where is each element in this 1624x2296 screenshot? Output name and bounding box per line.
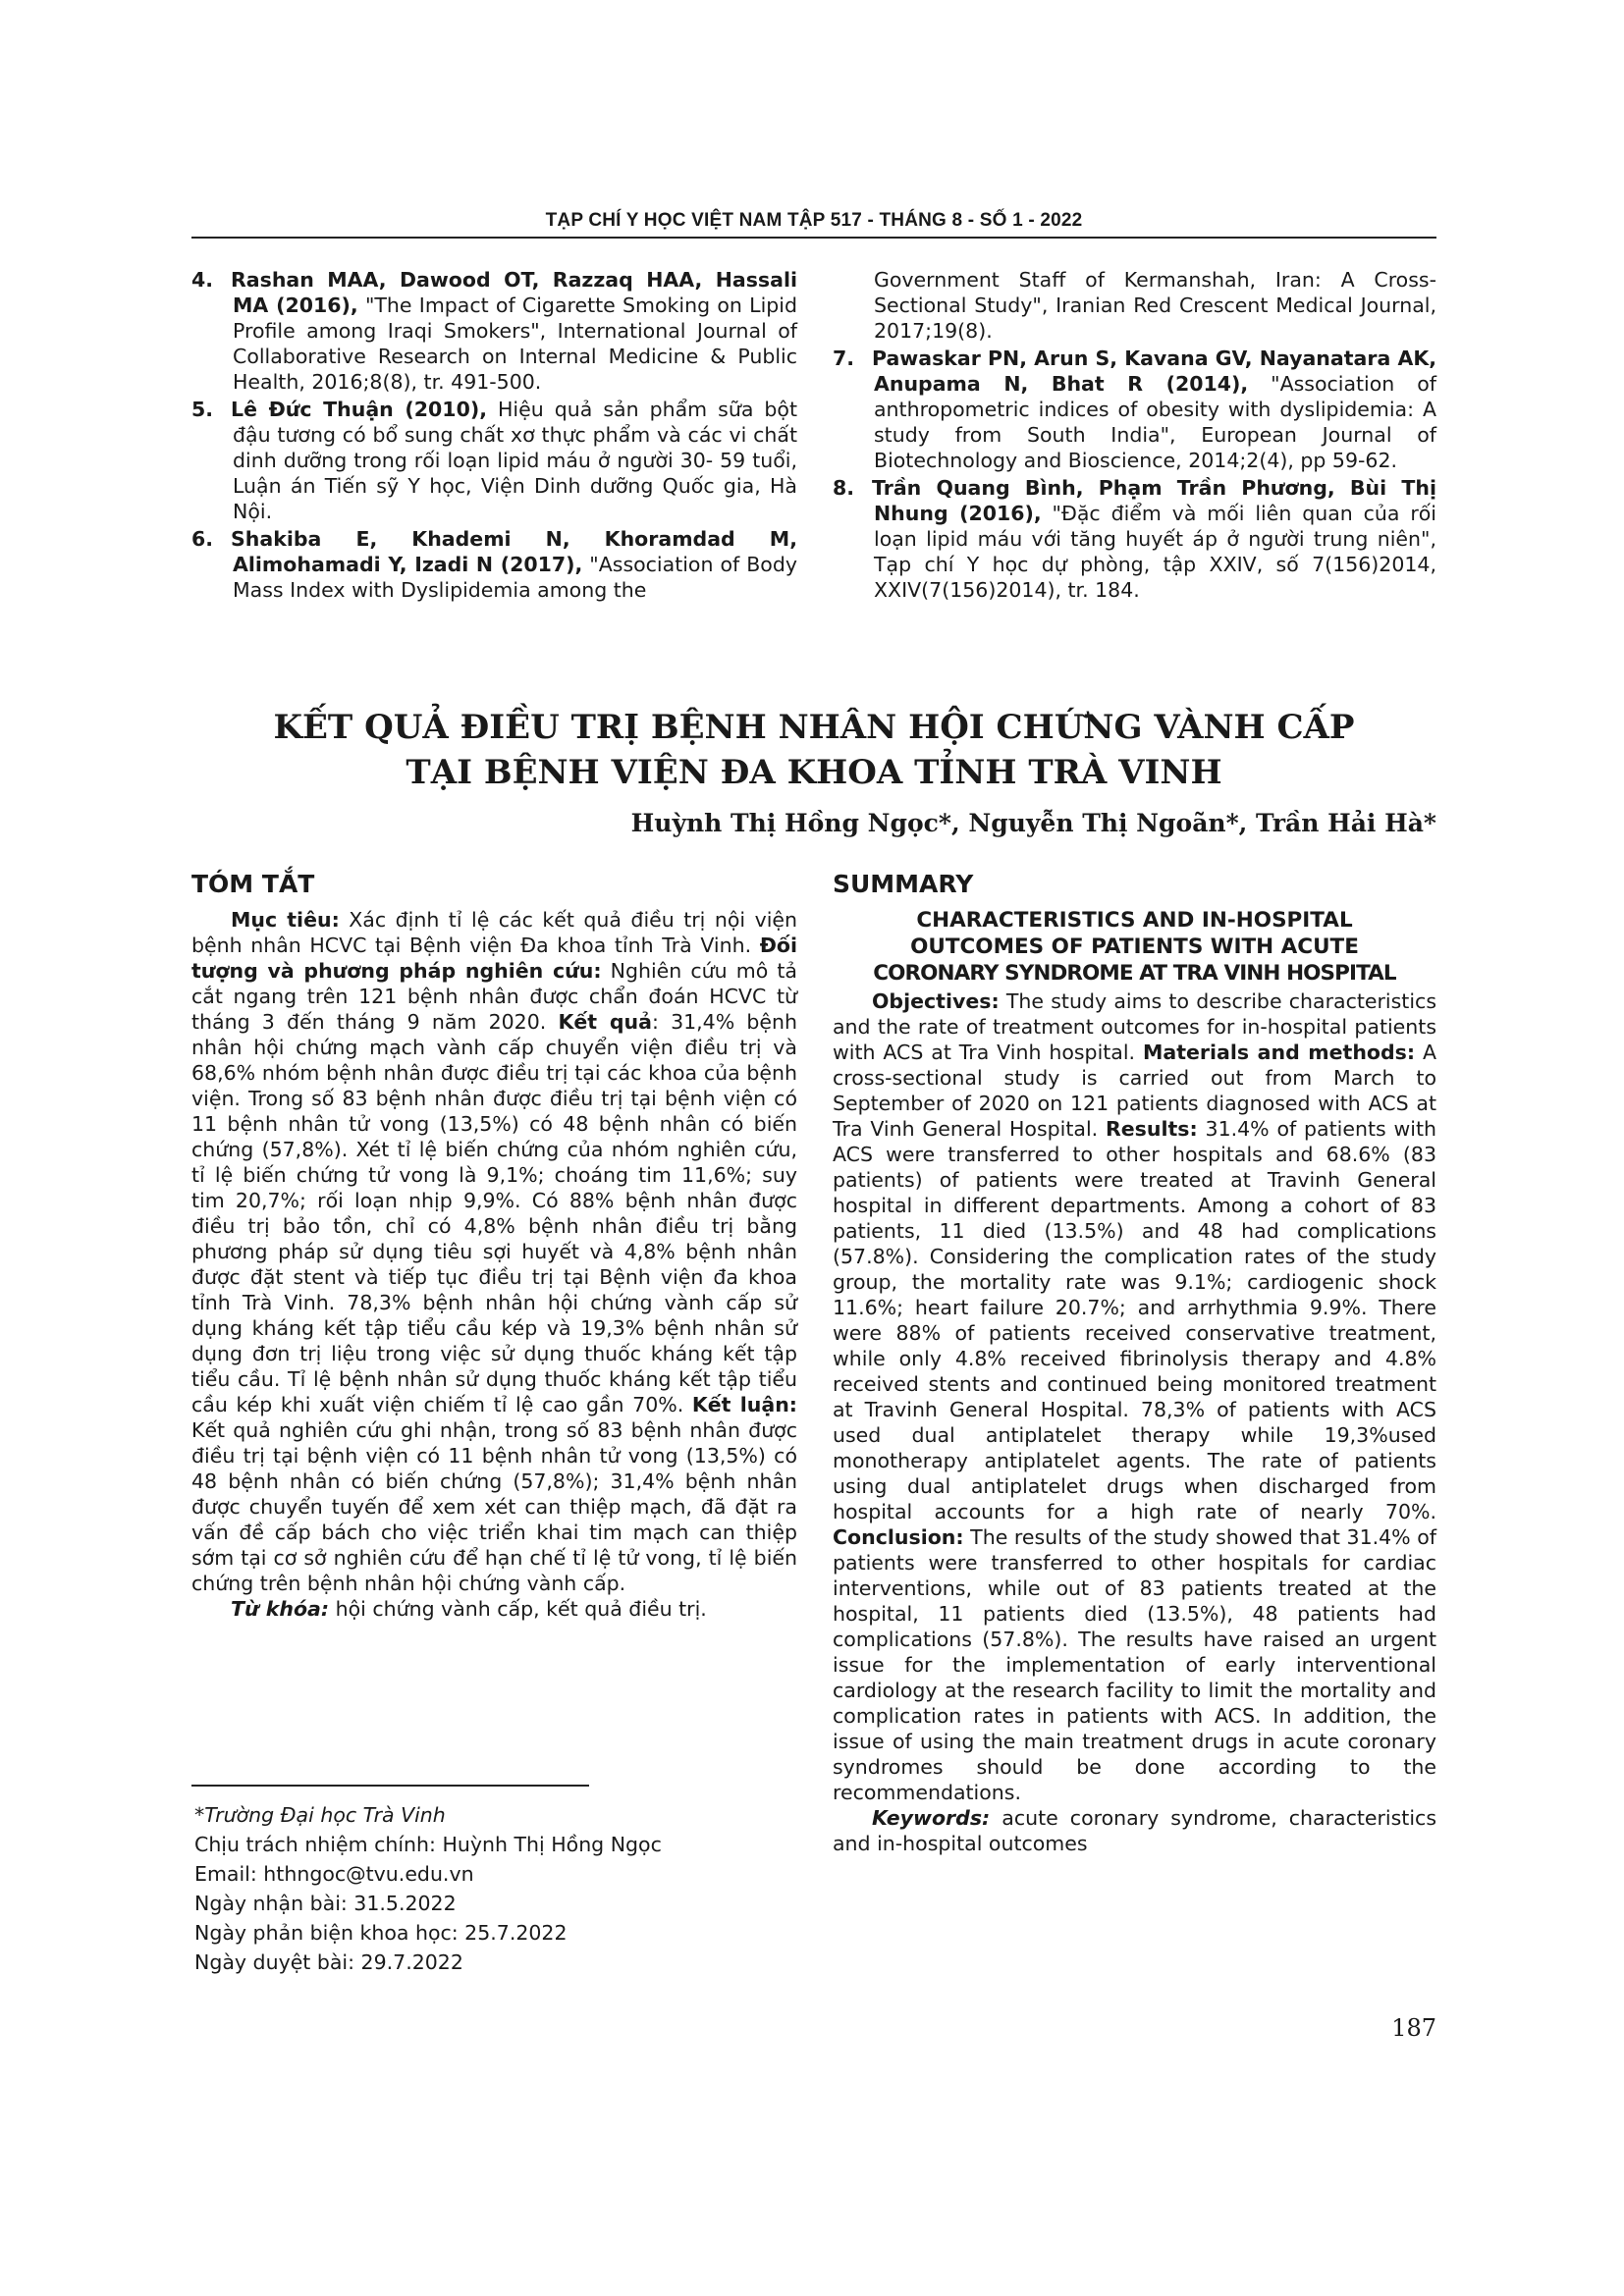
reference-number: 4. <box>191 268 214 292</box>
abstract-body <box>191 907 797 1596</box>
footnote-email: Email: hthngoc@tvu.edu.vn <box>194 1862 474 1886</box>
reference-number: 7. <box>833 347 855 370</box>
methods-text: A cross-sectional study is carried out from March to September of 2020 on 121 patients diagnosed with ACS at Tra Vinh General Hospital. <box>833 1041 1437 1141</box>
results-label: Results: <box>1105 1117 1198 1141</box>
reference-text: "Đặc điểm và mối liên quan của rối loạn lipid máu với tăng huyết áp ở người trung niên", Tạp chí Y học dự phòng, tập XXIV, số 7(156)2014, XXIV(7(156)2014), tr. 184. <box>874 502 1436 602</box>
header-rule <box>191 237 1436 239</box>
keywords-line <box>833 1805 1436 1856</box>
conclusion-text: Kết quả nghiên cứu ghi nhận, trong số 83 bệnh nhân được điều trị tại bệnh viện có 11 bệnh nhân tử vong (13,5%) có 48 bệnh nhân có biến chứng (57,8%); 31,4% bệnh nhân được chuyển tuyến để xem xét can thiệp mạch, đã đặt ra vấn đề cấp bách cho việc triển khai tim mạch can thiệp sớm tại cơ sở nghiên cứu để hạn chế tỉ lệ tử vong, tỉ lệ biến chứng trên bệnh nhân hội chứng vành cấp. <box>191 1418 797 1595</box>
reference-text: "The Impact of Cigarette Smoking on Lipid Profile among Iraqi Smokers", International Journal of Collaborative Research on Internal Medicine & Public Health, 2016;8(8), tr. 491-500. <box>233 294 797 394</box>
keywords-text: acute coronary syndrome, characteristics and in-hospital outcomes <box>833 1806 1436 1855</box>
reference-number: 6. <box>191 527 214 551</box>
reference-authors: Rashan MAA, Dawood OT, Razzaq HAA, Hassali MA (2016), <box>231 268 797 317</box>
footnotes <box>194 1800 803 1977</box>
page-number: 187 <box>1391 2014 1436 2042</box>
section-heading: SUMMARY <box>833 870 974 898</box>
reference-item <box>191 267 797 395</box>
reference-item <box>833 475 1436 603</box>
references-right-column <box>833 267 1436 605</box>
results-label: Kết quả <box>558 1010 652 1034</box>
footnote-rule <box>191 1785 589 1787</box>
results-text: 31.4% of patients with ACS were transferred to other hospitals and 68.6% (83 patients) of patients were treated at Travinh General hospital in different departments. Among a cohort of 83 patients, 11 died (13.5%) and 48 had complications (57.8%). Considering the complication rates of the study group, the mortality rate was 9.1%; cardiogenic shock 11.6%; heart failure 20.7%; and arrhythmia 9.9%. There were 88% of patients received conservative treatment, while only 4.8% received fibrinolysis therapy and 4.8% received stents and continued being monitored treatment at Travinh General Hospital. 78,3% of patients with ACS used dual antiplatelet therapy while 19,3%used monotherapy antiplatelet agents. The rate of patients using dual antiplatelet drugs when discharged from hospital accounts for a high rate of nearly 70%. <box>833 1117 1436 1523</box>
conclusion-label: Kết luận: <box>691 1393 797 1416</box>
reference-item <box>833 346 1436 473</box>
keywords-label: Từ khóa: <box>231 1597 330 1621</box>
keywords-line <box>191 1596 797 1622</box>
english-title <box>833 907 1436 987</box>
methods-text: Nghiên cứu mô tả cắt ngang trên 121 bệnh nhân được chẩn đoán HCVC từ tháng 3 đến tháng 9 năm 2020. <box>191 959 797 1034</box>
abstract-english <box>833 868 1436 1856</box>
footnote-affiliation: *Trường Đại học Trà Vinh <box>194 1803 446 1827</box>
keywords-label: Keywords: <box>872 1806 991 1830</box>
running-header: TẠP CHÍ Y HỌC VIỆT NAM TẬP 517 - THÁNG 8 - SỐ 1 - 2022 <box>545 210 1083 231</box>
objective-label: Mục tiêu: <box>231 908 340 932</box>
reference-continuation: Government Staff of Kermanshah, Iran: A Cross-Sectional Study", Iranian Red Crescent Medical Journal, 2017;19(8). <box>874 268 1436 343</box>
objective-text: Xác định tỉ lệ các kết quả điều trị nội viện bệnh nhân HCVC tại Bệnh viện Đa khoa tỉnh Trà Vinh. <box>191 908 798 957</box>
keywords-text: hội chứng vành cấp, kết quả điều trị. <box>329 1597 707 1621</box>
methods-label: Materials and methods: <box>1142 1041 1416 1064</box>
reference-number: 8. <box>833 476 855 500</box>
english-title-line: OUTCOMES OF PATIENTS WITH ACUTE <box>910 934 1359 959</box>
reference-authors: Trần Quang Bình, Phạm Trần Phương, Bùi Thị Nhung (2016), <box>872 476 1436 525</box>
reference-text: "Association of anthropometric indices of obesity with dyslipidemia: A study from South India", European Journal of Biotechnology and Bioscience, 2014;2(4), pp 59-62. <box>874 372 1436 472</box>
objectives-text: The study aims to describe characteristics and the rate of treatment outcomes for in-hospital patients with ACS at Tra Vinh hospital. <box>833 989 1436 1064</box>
references-left-column <box>191 267 797 605</box>
results-text: : 31,4% bệnh nhân hội chứng mạch vành cấp chuyển viện điều trị và 68,6% nhóm bệnh nhân được điều trị tại các khoa của bệnh viện. Trong số 83 bệnh nhân được điều trị tại bệnh viện có 11 bệnh nhân tử vong (13,5%) có 48 bệnh nhân có biến chứng (57,8%). Xét tỉ lệ biến chứng của nhóm nghiên cứu, tỉ lệ biến chứng tử vong là 9,1%; choáng tim 11,6%; suy tim 20,7%; rối loạn nhịp 9,9%. Có 88% bệnh nhân được điều trị bảo tồn, chỉ có 4,8% bệnh nhân điều trị bằng phương pháp sử dụng tiêu sợi huyết và 4,8% bệnh nhân được đặt stent và tiếp tục điều trị tại Bệnh viện đa khoa tỉnh Trà Vinh. 78,3% bệnh nhân hội chứng vành cấp sử dụng kháng kết tập tiểu cầu kép và 19,3% bệnh nhân sử dụng đơn trị liệu trong việc sử dụng thuốc kháng kết tập tiểu cầu. Tỉ lệ bệnh nhân sử dụng thuốc kháng kết tập tiểu cầu kép khi xuất viện chiếm tỉ lệ cao gần 70%. <box>191 1010 797 1416</box>
english-title-line: CORONARY SYNDROME AT TRA VINH HOSPITAL <box>873 961 1396 986</box>
reference-authors: Shakiba E, Khademi N, Khoramdad M, Alimohamadi Y, Izadi N (2017), <box>231 527 797 576</box>
conclusion-text: The results of the study showed that 31.4% of patients were transferred to other hospitals for cardiac interventions, while out of 83 patients treated at the hospital, 11 patients died (13.5%), 48 patients had complications (57.8%). The results have raised an urgent issue for the implementation of early interventional cardiology at the research facility to limit the mortality and complication rates in patients with ACS. In addition, the issue of using the main treatment drugs in acute coronary syndromes should be done according to the recommendations. <box>833 1525 1436 1804</box>
section-heading: TÓM TẮT <box>191 870 315 898</box>
reference-text: Hiệu quả sản phẩm sữa bột đậu tương có bổ sung chất xơ thực phẩm và các vi chất dinh dưỡng trong rối loạn lipid máu ở người 30- 59 tuổi, Luận án Tiến sỹ Y học, Viện Dinh dưỡng Quốc gia, Hà Nội. <box>233 398 798 523</box>
article-authors: Huỳnh Thị Hồng Ngọc*, Nguyễn Thị Ngoãn*, Trần Hải Hà* <box>630 809 1436 837</box>
objectives-label: Objectives: <box>872 989 1000 1013</box>
reference-authors: Lê Đức Thuận (2010), <box>231 398 487 421</box>
footnote-reviewed: Ngày phản biện khoa học: 25.7.2022 <box>194 1921 568 1945</box>
conclusion-label: Conclusion: <box>833 1525 964 1549</box>
article-title-line: KẾT QUẢ ĐIỀU TRỊ BỆNH NHÂN HỘI CHỨNG VÀNH CẤP <box>273 708 1355 747</box>
abstract-vietnamese <box>191 868 797 1622</box>
footnote-responsible: Chịu trách nhiệm chính: Huỳnh Thị Hồng Ngọc <box>194 1833 662 1856</box>
summary-body <box>833 988 1436 1805</box>
reference-item <box>191 526 797 603</box>
reference-text: "Association of Body Mass Index with Dyslipidemia among the <box>233 553 797 602</box>
footnote-received: Ngày nhận bài: 31.5.2022 <box>194 1892 457 1915</box>
english-title-line: CHARACTERISTICS AND IN-HOSPITAL <box>916 908 1353 933</box>
footnote-accepted: Ngày duyệt bài: 29.7.2022 <box>194 1950 463 1974</box>
methods-label: Đối tượng và phương pháp nghiên cứu: <box>191 934 797 983</box>
article-title <box>191 705 1436 795</box>
reference-authors: Pawaskar PN, Arun S, Kavana GV, Nayanatara AK, Anupama N, Bhat R (2014), <box>872 347 1436 396</box>
reference-number: 5. <box>191 398 214 421</box>
article-title-line: TẠI BỆNH VIỆN ĐA KHOA TỈNH TRÀ VINH <box>406 753 1222 792</box>
reference-item <box>191 397 797 524</box>
